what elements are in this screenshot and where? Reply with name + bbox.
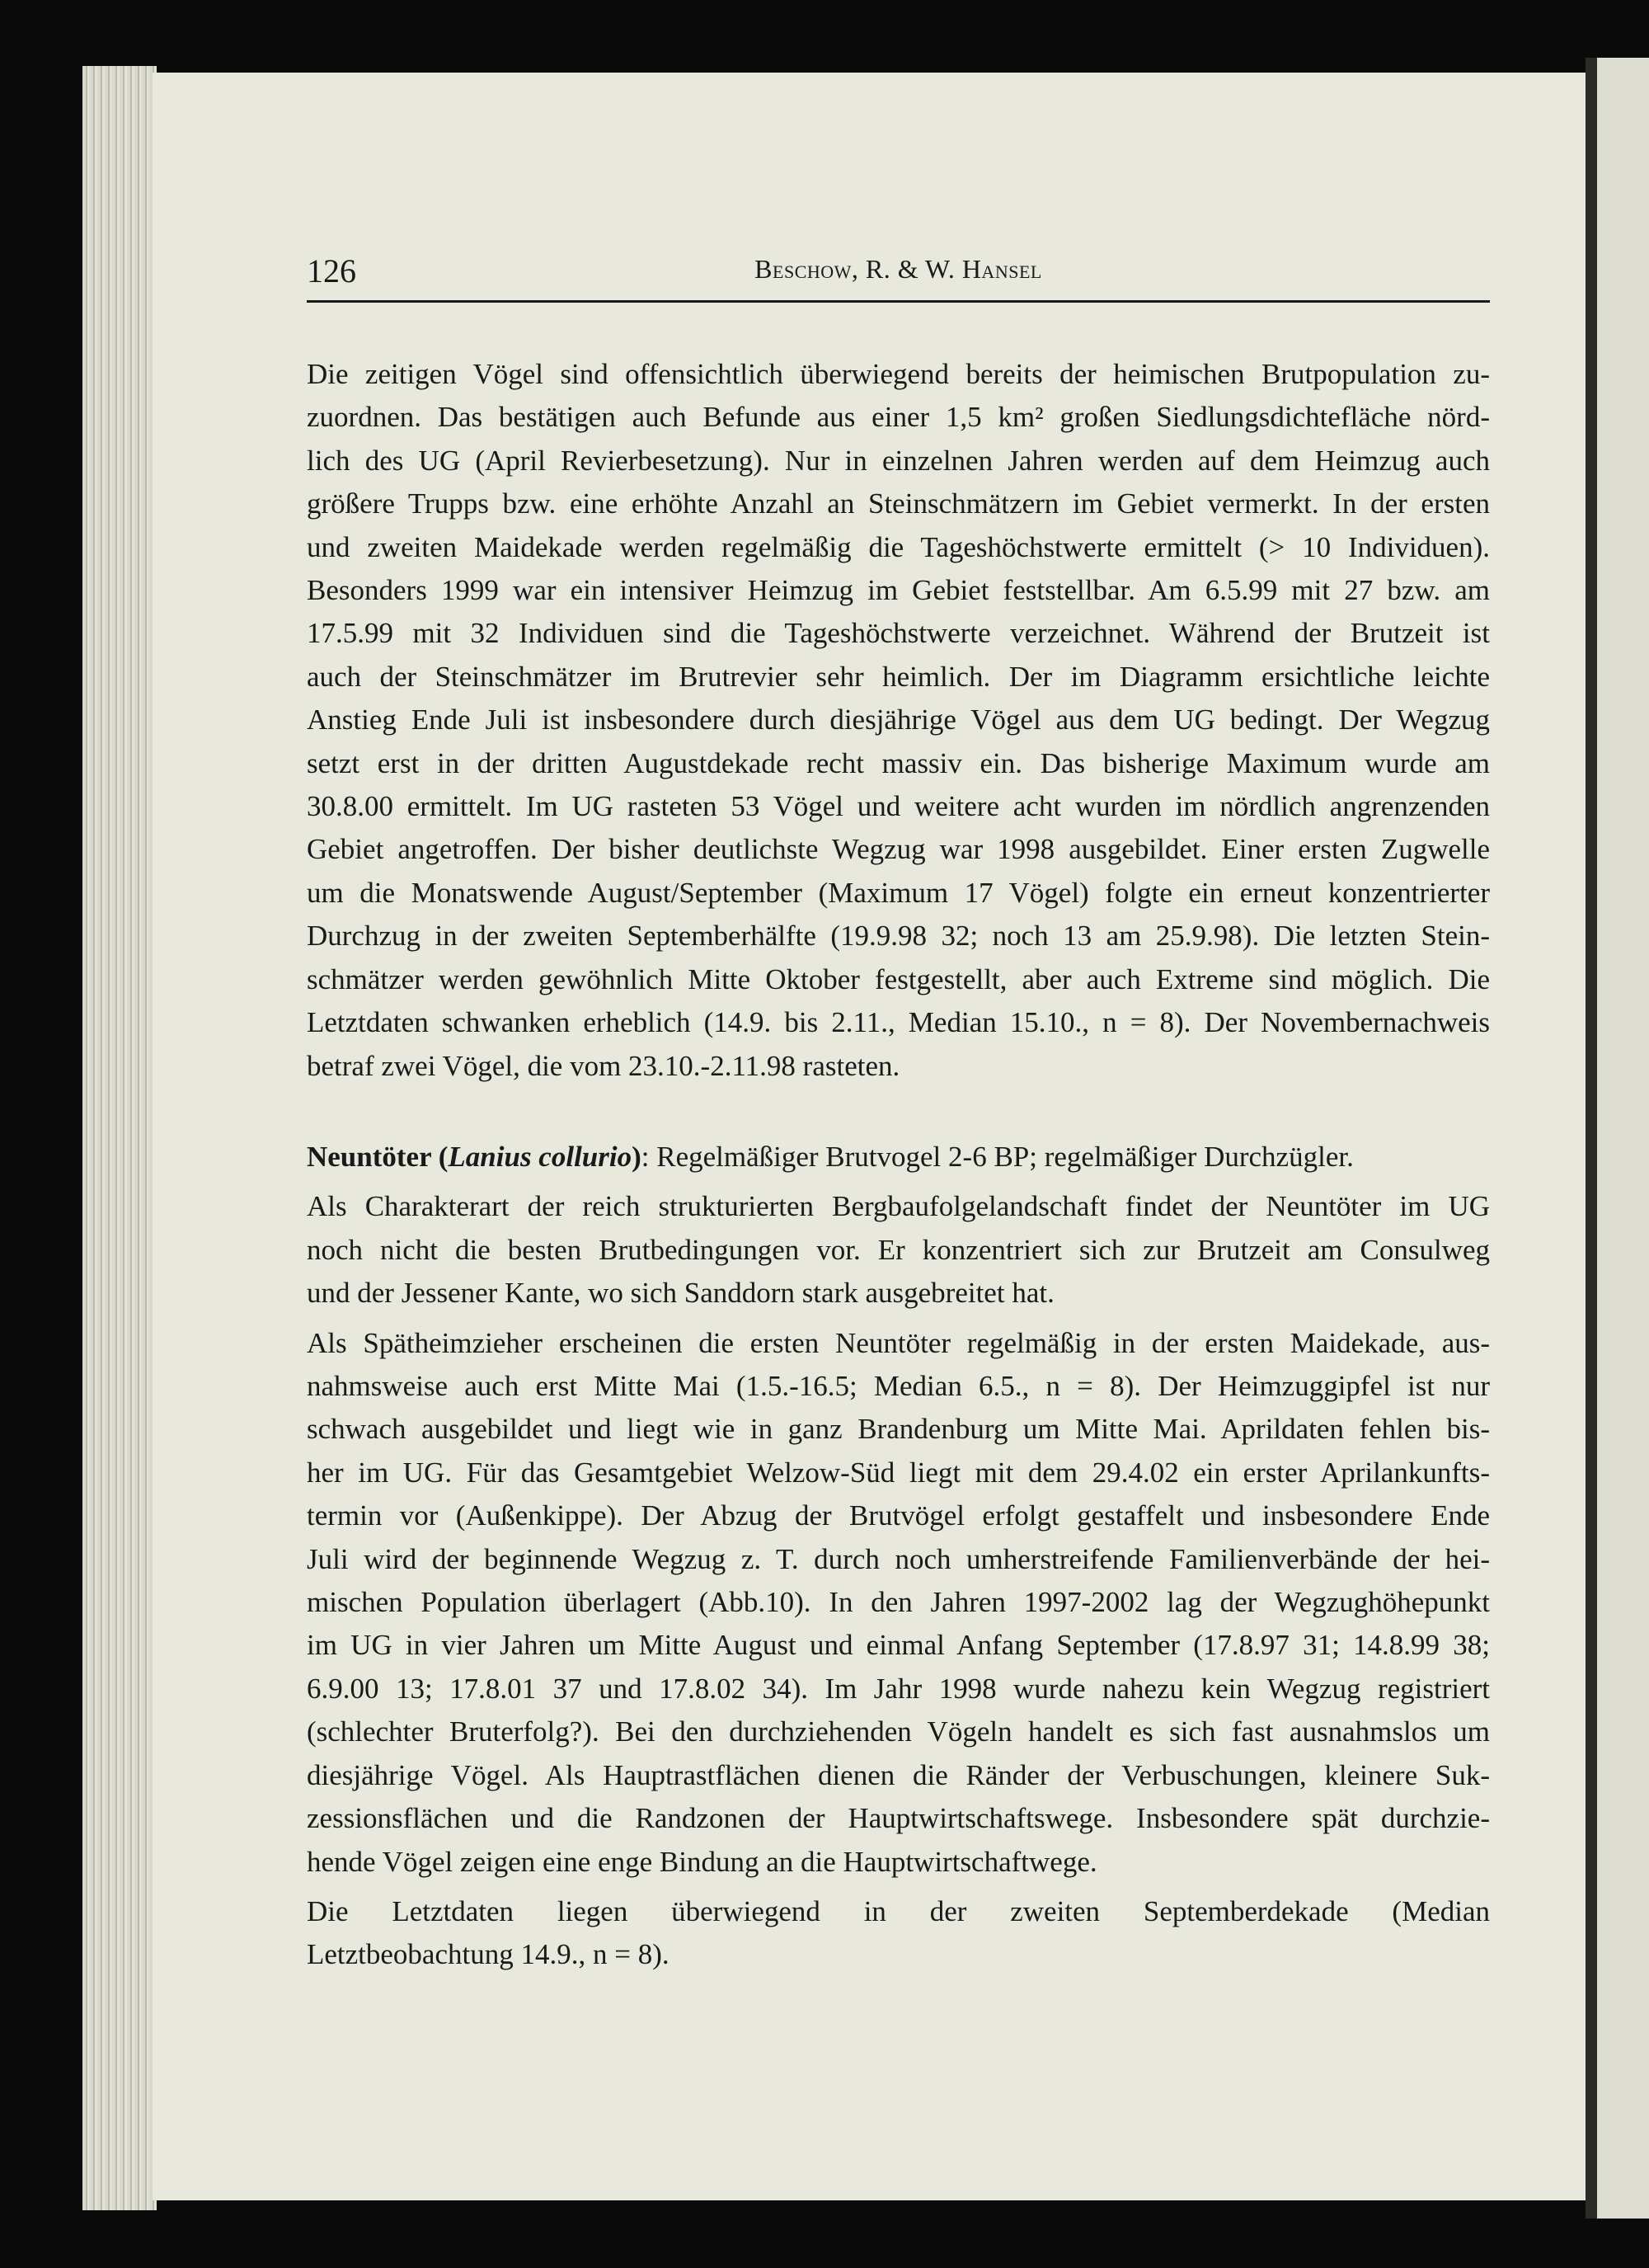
text-line: Durchzug in der zweiten Septemberhälfte (19.9.98 32; noch 13 am 25.9.98). Die letzten Stein- xyxy=(307,920,1490,953)
running-head: Beschow, R. & W. Hansel xyxy=(754,254,1042,284)
text-line: Als Spätheimzieher erscheinen die ersten Neuntöter regelmäßig in der ersten Maidekade, aus- xyxy=(307,1326,1490,1359)
text-line: Anstieg Ende Juli ist insbesondere durch diesjährige Vögel aus dem UG bedingt. Der Wegzug xyxy=(307,703,1490,736)
text-line: schwach ausgebildet und liegt wie in ganz Brandenburg um Mitte Mai. Aprildaten fehlen bis- xyxy=(307,1413,1490,1446)
facing-page-edge xyxy=(1597,58,1649,2219)
text-line: zuordnen. Das bestätigen auch Befunde aus einer 1,5 km² großen Siedlungsdichtefläche nörd- xyxy=(307,401,1490,434)
text-line: diesjährige Vögel. Als Hauptrastflächen dienen die Ränder der Verbuschungen, kleinere Suk- xyxy=(307,1758,1490,1791)
text-line: her im UG. Für das Gesamtgebiet Welzow-Süd liegt mit dem 29.4.02 ein erster Aprilankunfts- xyxy=(307,1456,1490,1489)
species-heading xyxy=(307,1136,1490,1179)
text-line: nahmsweise auch erst Mitte Mai (1.5.-16.5; Median 6.5., n = 8). Der Heimzuggipfel ist nur xyxy=(307,1370,1490,1403)
text-line: (schlechter Bruterfolg?). Bei den durchziehenden Vögeln handelt es sich fast ausnahmslos um xyxy=(307,1715,1490,1748)
text-line: 17.5.99 mit 32 Individuen sind die Tageshöchstwerte verzeichnet. Während der Brutzeit ist xyxy=(307,617,1490,650)
text-line: Gebiet angetroffen. Der bisher deutlichste Wegzug war 1998 ausgebildet. Einer ersten Zugwelle xyxy=(307,833,1490,866)
paren-open: ( xyxy=(431,1141,449,1173)
paragraph-steinschmaetzer xyxy=(307,353,1490,1088)
text-line: Letztbeobachtung 14.9., n = 8). xyxy=(307,1938,669,1971)
page-number: 126 xyxy=(307,252,356,289)
book-gutter xyxy=(1586,58,1597,2219)
text-line: Juli wird der beginnende Wegzug z. T. durch noch umherstreifende Familienverbände der hei- xyxy=(307,1542,1490,1575)
text-line: 30.8.00 ermittelt. Im UG rasteten 53 Vögel und weitere acht wurden im nördlich angrenzenden xyxy=(307,790,1490,823)
text-line: schmätzer werden gewöhnlich Mitte Oktober festgestellt, aber auch Extreme sind möglich. Die xyxy=(307,962,1490,995)
text-line: Die zeitigen Vögel sind offensichtlich überwiegend bereits der heimischen Brutpopulation zu- xyxy=(307,358,1490,390)
text-line: lich des UG (April Revierbesetzung). Nur in einzelnen Jahren werden auf dem Heimzug auch xyxy=(307,444,1490,477)
text-line: 6.9.00 13; 17.8.01 37 und 17.8.02 34). Im Jahr 1998 wurde nahezu kein Wegzug registriert xyxy=(307,1672,1490,1705)
text-line: größere Trupps bzw. eine erhöhte Anzahl an Steinschmätzern im Gebiet vermerkt. In der ersten xyxy=(307,487,1490,520)
text-line: Letztdaten schwanken erheblich (14.9. bis 2.11., Median 15.10., n = 8). Der Novembernachweis xyxy=(307,1006,1490,1039)
text-line: und zweiten Maidekade werden regelmäßig die Tageshöchstwerte ermittelt (> 10 Individuen). xyxy=(307,530,1490,563)
text-line: termin vor (Außenkippe). Der Abzug der Brutvögel erfolgt gestaffelt und insbesondere Ende xyxy=(307,1499,1490,1532)
species-name: Neuntöter xyxy=(307,1141,431,1173)
text-line: betraf zwei Vögel, die vom 23.10.-2.11.98 rasteten. xyxy=(307,1049,900,1082)
paren-close: ) xyxy=(632,1141,641,1173)
text-line: setzt erst in der dritten Augustdekade recht massiv ein. Das bisherige Maximum wurde am xyxy=(307,746,1490,779)
header-rule xyxy=(307,300,1490,303)
text-line: Die Letztdaten liegen überwiegend in der zweiten Septemberdekade (Median xyxy=(307,1894,1490,1927)
species-status: : Regelmäßiger Brutvogel 2-6 BP; regelmäßiger Durchzügler. xyxy=(641,1141,1354,1173)
text-line: mischen Population überlagert (Abb.10). In den Jahren 1997-2002 lag der Wegzughöhepunkt xyxy=(307,1586,1490,1619)
text-line: Als Charakterart der reich strukturierten Bergbaufolgelandschaft findet der Neuntöter im UG xyxy=(307,1190,1490,1223)
text-line: Besonders 1999 war ein intensiver Heimzug im Gebiet feststellbar. Am 6.5.99 mit 27 bzw. am xyxy=(307,574,1490,607)
text-line: zessionsflächen und die Randzonen der Hauptwirtschaftswege. Insbesondere spät durchzie- xyxy=(307,1802,1490,1835)
text-line: noch nicht die besten Brutbedingungen vor. Er konzentriert sich zur Brutzeit am Consulweg xyxy=(307,1233,1490,1266)
text-line: hende Vögel zeigen eine enge Bindung an die Hauptwirtschaftwege. xyxy=(307,1845,1097,1878)
text-line: um die Monatswende August/September (Maximum 17 Vögel) folgte ein erneut konzentrierter xyxy=(307,876,1490,909)
section-neuntoeter xyxy=(307,1136,1490,1977)
page-stack-edges xyxy=(82,66,157,2210)
text-line: im UG in vier Jahren um Mitte August und einmal Anfang September (17.8.97 31; 14.8.99 38; xyxy=(307,1629,1490,1662)
species-latin-name: Lanius collurio xyxy=(448,1141,632,1173)
text-line: auch der Steinschmätzer im Brutrevier sehr heimlich. Der im Diagramm ersichtliche leichte xyxy=(307,660,1490,693)
text-line: und der Jessener Kante, wo sich Sanddorn stark ausgebreitet hat. xyxy=(307,1277,1055,1310)
